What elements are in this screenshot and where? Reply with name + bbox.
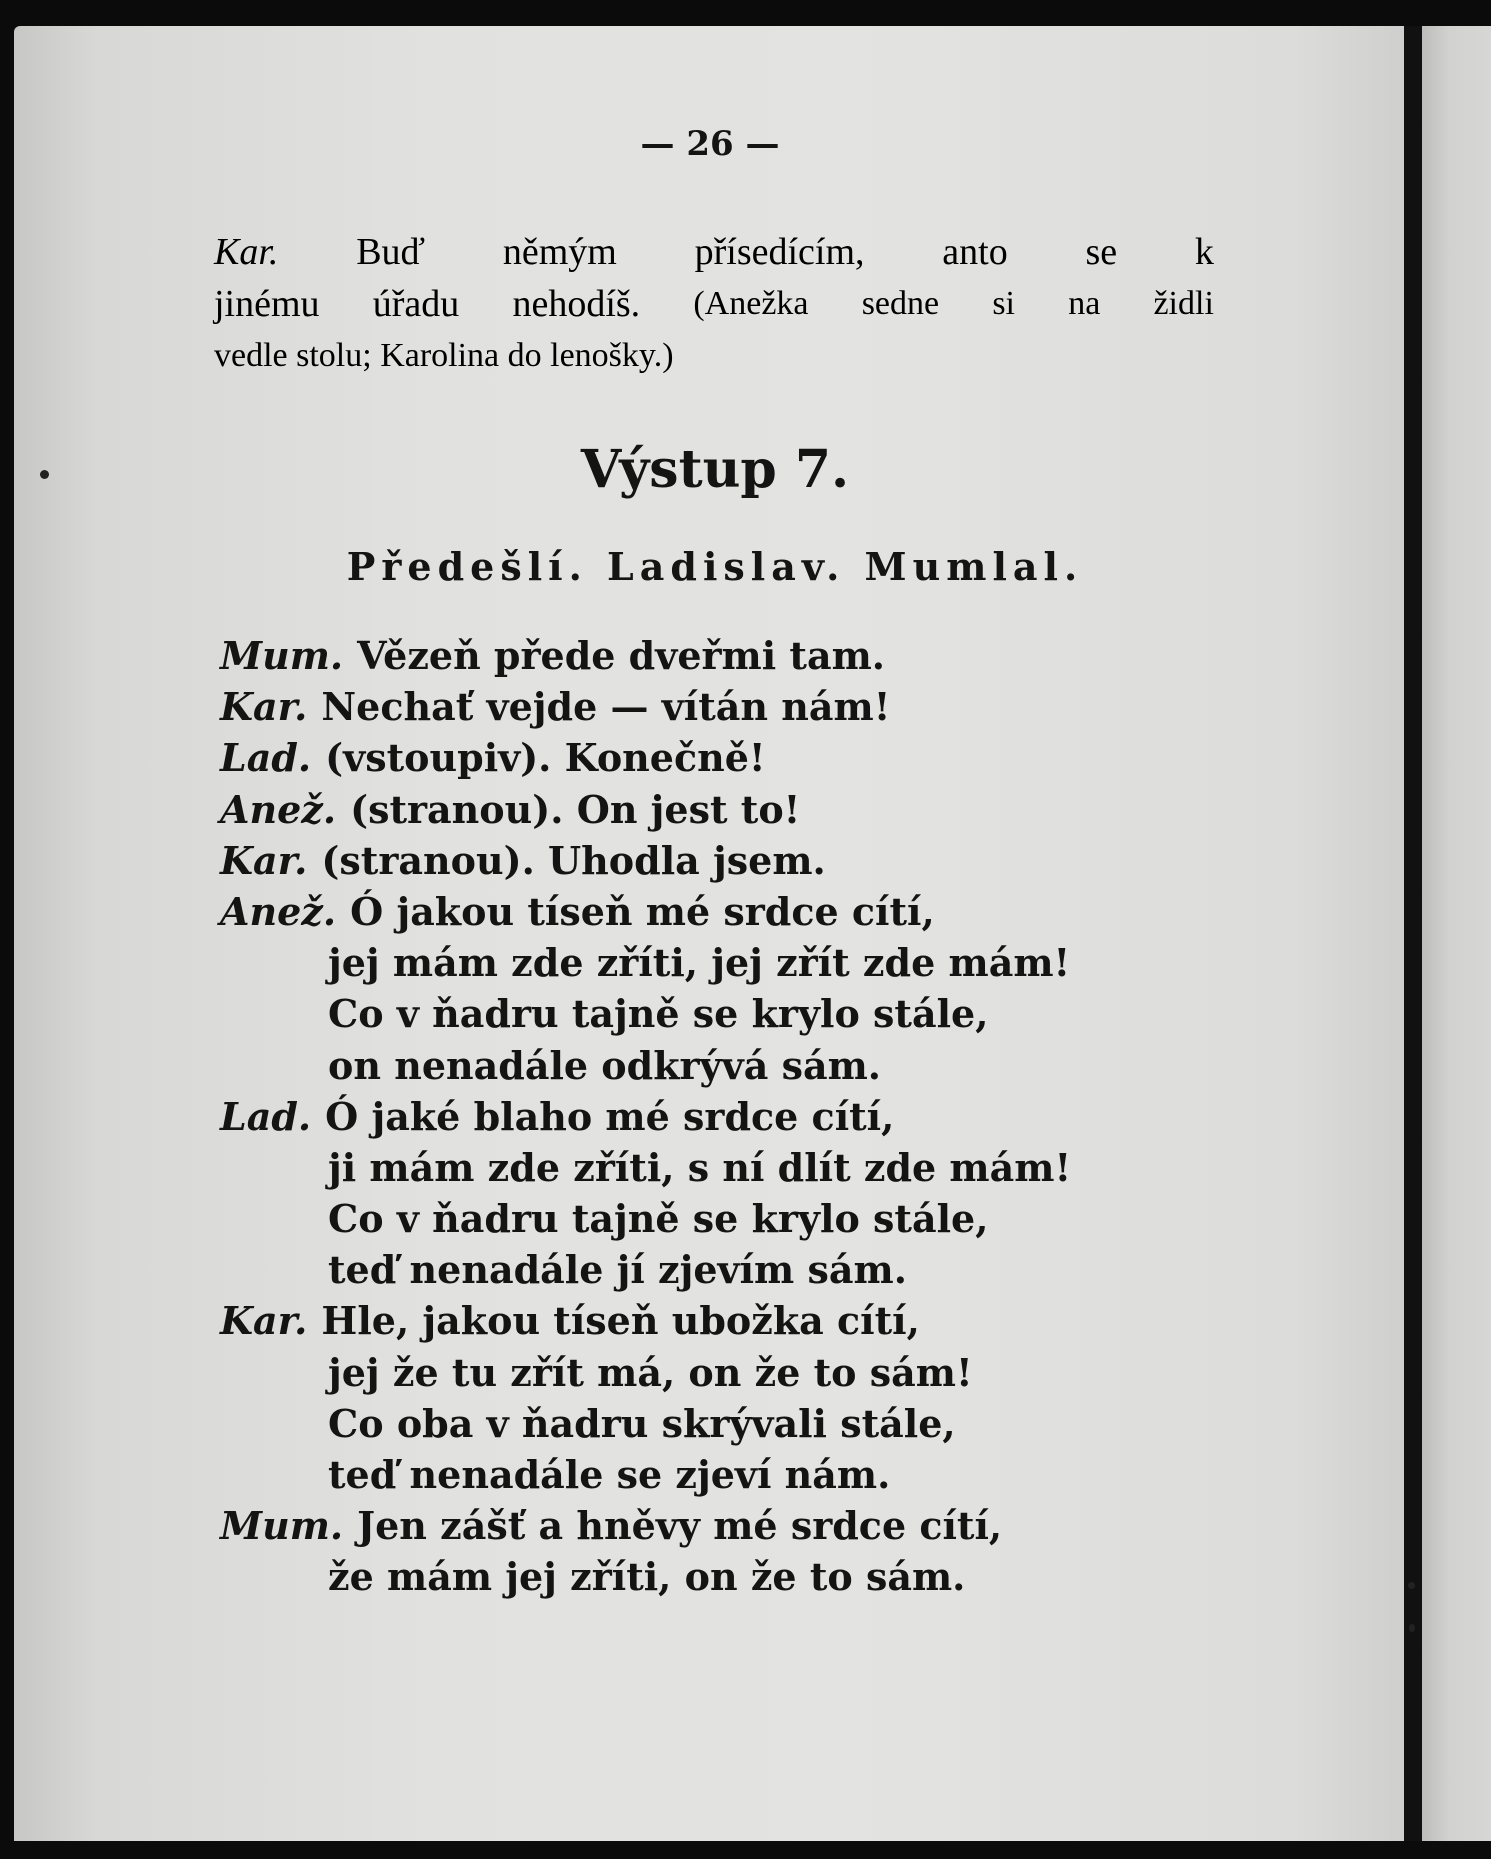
verse-line [220,1551,1220,1602]
dialogue-text: Co v ňadru tajně se krylo stále, [328,991,989,1037]
scan-speck [1408,1582,1415,1589]
intro-word: se [1085,231,1118,273]
dialogue-text: (stranou). Uhodla jsem. [321,837,826,883]
dialogue-line [220,1295,1220,1346]
dialogue-text: jej že tu zřít má, on že to sám! [328,1349,973,1395]
speaker-name: Mum. [220,633,344,678]
intro-word: k [1194,231,1214,273]
dialogue-text: ji mám zde zříti, s ní dlít zde mám! [328,1144,1072,1190]
dialogue-line [220,784,1220,835]
verse-line [220,1244,1220,1295]
speaker-name: Kar. [220,1298,308,1344]
page-gutter-shadow [1404,26,1422,1841]
dialogue-block [220,630,1220,1603]
speaker-name: Anež. [220,888,337,934]
intro-word: na [1068,285,1101,322]
dialogue-text: že mám jej zříti, on že to sám. [328,1554,966,1600]
intro-word: přísedícím, [694,231,865,273]
dialogue-line [220,630,1220,681]
scene-characters: Předešlí. Ladislav. Mumlal. [346,544,1084,589]
dialogue-text: teď nenadále jí zjevím sám. [328,1247,907,1293]
dialogue-text: (vstoupiv). Konečně! [325,735,766,781]
verse-line [220,1040,1220,1091]
speaker-name: Kar. [220,837,308,883]
scene-title: Výstup 7. [580,439,850,500]
intro-word: úřadu [372,283,460,325]
intro-word: židli [1153,285,1214,322]
dialogue-line [220,1500,1220,1551]
verse-line [220,1449,1220,1500]
speaker-name: Kar. [220,684,308,730]
verse-line [220,1398,1220,1449]
intro-speaker: Kar. [214,231,279,273]
intro-word: (Anežka [693,285,809,322]
verse-line [220,1193,1220,1244]
intro-word: si [992,285,1015,322]
dialogue-text: on nenadále odkrývá sám. [328,1042,882,1088]
dialogue-text: (stranou). On jest to! [350,786,801,832]
dialogue-line [220,1091,1220,1142]
dialogue-line [220,732,1220,783]
intro-line-3 [214,330,1214,382]
intro-word: jinému [214,283,320,325]
dialogue-text: Co v ňadru tajně se krylo stále, [328,1196,989,1242]
intro-word: sedne [861,285,940,322]
dialogue-text: Nechať vejde — vítán nám! [321,684,891,730]
dialogue-text: Hle, jakou tíseň ubožka cítí, [321,1298,920,1344]
dialogue-text: jej mám zde zříti, jej zřít zde mám! [328,940,1071,986]
adjacent-page-edge [1422,26,1491,1841]
intro-word: němým [502,231,617,273]
scan-speck [1409,1624,1415,1632]
dialogue-text: Ó jaké blaho mé srdce cítí, [325,1093,895,1139]
dialogue-line [220,835,1220,886]
speaker-name: Lad. [220,735,312,781]
dialogue-text: Jen zášť a hněvy mé srdce cítí, [357,1503,1003,1549]
verse-line [220,988,1220,1039]
intro-word: vedle stolu; Karolina do lenošky.) [214,337,674,374]
verse-line [220,1347,1220,1398]
intro-paragraph [214,226,1214,382]
intro-word: nehodíš. [512,283,641,325]
intro-word: anto [942,231,1008,273]
dialogue-text: Ó jakou tíseň mé srdce cítí, [350,888,935,934]
dialogue-line [220,681,1220,732]
dialogue-text: teď nenadále se zjeví nám. [328,1452,891,1497]
verse-line [220,1142,1220,1193]
speaker-name: Anež. [220,786,337,832]
intro-word: Buď [356,231,426,273]
dialogue-line [220,886,1220,937]
intro-line-1 [214,226,1214,278]
dialogue-text: Vězeň přede dveřmi tam. [357,633,886,678]
page-number: — 26 — [640,124,780,164]
verse-line [220,937,1220,988]
speaker-name: Mum. [220,1503,344,1549]
speaker-name: Lad. [220,1093,312,1139]
intro-line-2 [214,278,1214,330]
dialogue-text: Co oba v ňadru skrývali stále, [328,1400,956,1446]
